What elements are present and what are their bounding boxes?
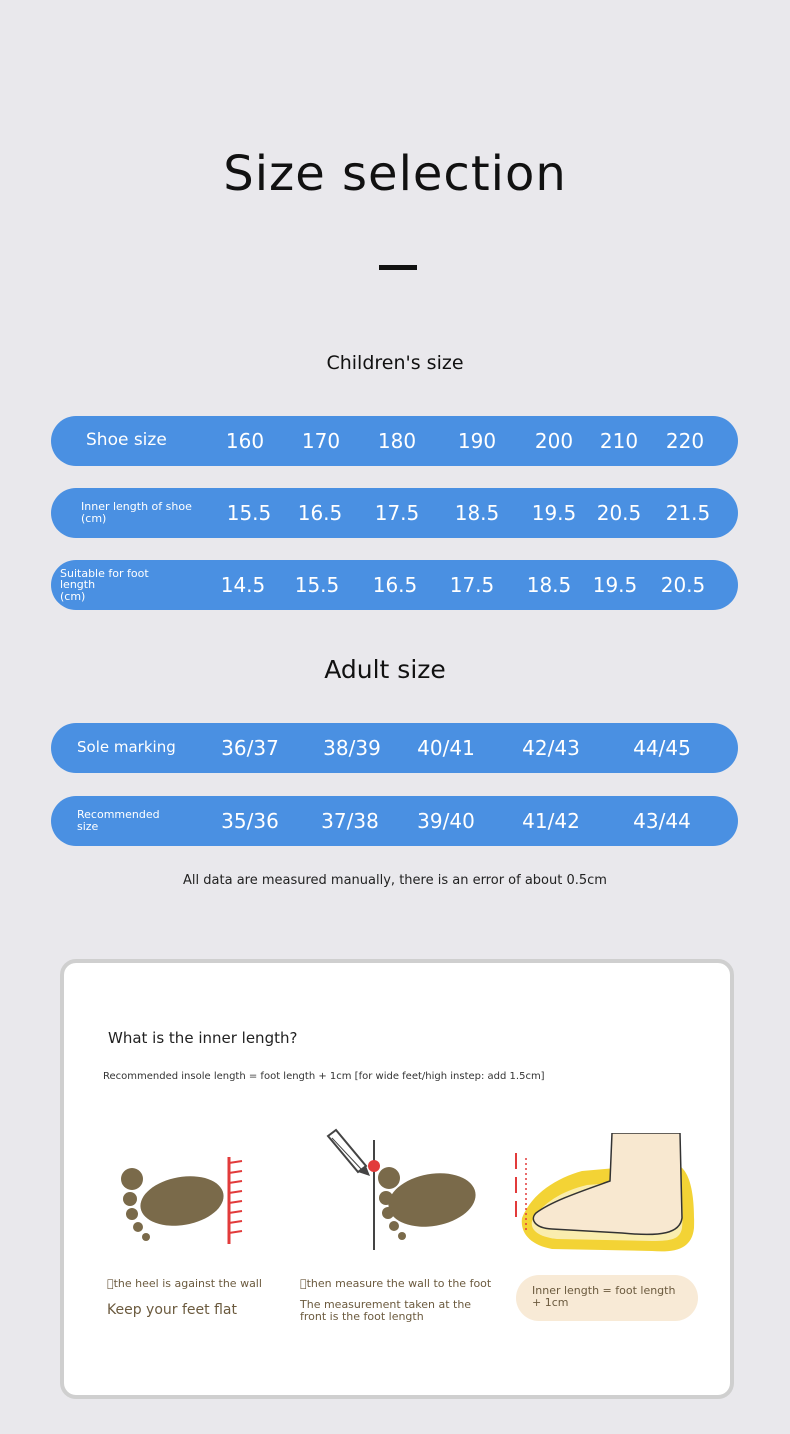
size-cell: 16.5 (297, 501, 343, 525)
size-cell: 37/38 (321, 809, 379, 833)
size-cell: 20.5 (660, 573, 706, 597)
step1-instruction: Keep your feet flat (107, 1302, 237, 1318)
size-cell: 170 (301, 429, 341, 453)
row-label (60, 560, 180, 610)
size-cell: 190 (457, 429, 497, 453)
footprint-icon (121, 1168, 228, 1241)
size-row-foot-length (51, 560, 738, 610)
size-cell: 20.5 (596, 501, 642, 525)
page-title: Size selection (223, 146, 567, 202)
size-cell: 19.5 (592, 573, 638, 597)
size-cell: 15.5 (226, 501, 272, 525)
row-label-line1: Recommended (77, 808, 160, 822)
footprint-icon (378, 1167, 480, 1240)
size-row-sole-marking (51, 723, 738, 773)
marker-dot-icon (368, 1160, 380, 1172)
size-cell: 44/45 (633, 736, 691, 760)
size-cell: 42/43 (522, 736, 580, 760)
inner-length-formula-pill: Inner length = foot length + 1cm (516, 1275, 698, 1321)
measure-with-pencil-illustration (314, 1128, 489, 1258)
size-cell: 17.5 (449, 573, 495, 597)
guide-formula: Recommended insole length = foot length + 1cm [for wide feet/high instep: add 1.5cm] (103, 1071, 545, 1082)
size-cell: 15.5 (294, 573, 340, 597)
adult-size-heading: Adult size (324, 655, 446, 684)
step2-note:  then measure the wall to the foot (300, 1277, 492, 1290)
row-label: Shoe size (86, 430, 167, 451)
size-cell: 210 (599, 429, 639, 453)
inner-length-guide-card (60, 959, 734, 1399)
size-cell: 17.5 (374, 501, 420, 525)
size-row-inner-length (51, 488, 738, 538)
size-cell: 160 (225, 429, 265, 453)
size-cell: 16.5 (372, 573, 418, 597)
size-cell: 39/40 (417, 809, 475, 833)
foot-in-shoe-illustration (512, 1133, 702, 1258)
children-size-heading: Children's size (326, 352, 464, 374)
size-cell: 38/39 (323, 736, 381, 760)
row-label-line2: (cm) (81, 512, 107, 525)
row-label-line1: Inner length of shoe (81, 500, 192, 514)
size-cell: 18.5 (526, 573, 572, 597)
size-cell: 40/41 (417, 736, 475, 760)
size-row-recommended (51, 796, 738, 846)
size-cell: 14.5 (220, 573, 266, 597)
size-cell: 35/36 (221, 809, 279, 833)
measurement-note: All data are measured manually, there is an error of about 0.5cm (183, 873, 607, 888)
row-label-line2: (cm) (60, 589, 86, 603)
size-cell: 220 (665, 429, 705, 453)
size-row-shoe-size (51, 416, 738, 466)
size-cell: 19.5 (531, 501, 577, 525)
pencil-icon (328, 1130, 370, 1176)
size-cell: 41/42 (522, 809, 580, 833)
row-label (81, 488, 201, 538)
size-cell: 18.5 (454, 501, 500, 525)
size-cell: 21.5 (665, 501, 711, 525)
size-cell: 43/44 (633, 809, 691, 833)
foot-against-wall-illustration (114, 1149, 254, 1249)
wall-icon (229, 1157, 242, 1244)
guide-title: What is the inner length? (108, 1029, 298, 1047)
row-label (77, 796, 197, 846)
size-cell: 200 (534, 429, 574, 453)
row-label-line1: Suitable for foot length (60, 566, 149, 592)
row-label-line2: size (77, 820, 99, 833)
size-cell: 180 (377, 429, 417, 453)
row-label: Sole marking (77, 738, 176, 757)
step2-description: The measurement taken at the front is the foot length (300, 1298, 472, 1323)
step1-note:  the heel is against the wall (107, 1277, 262, 1290)
title-divider (379, 265, 417, 270)
size-cell: 36/37 (221, 736, 279, 760)
